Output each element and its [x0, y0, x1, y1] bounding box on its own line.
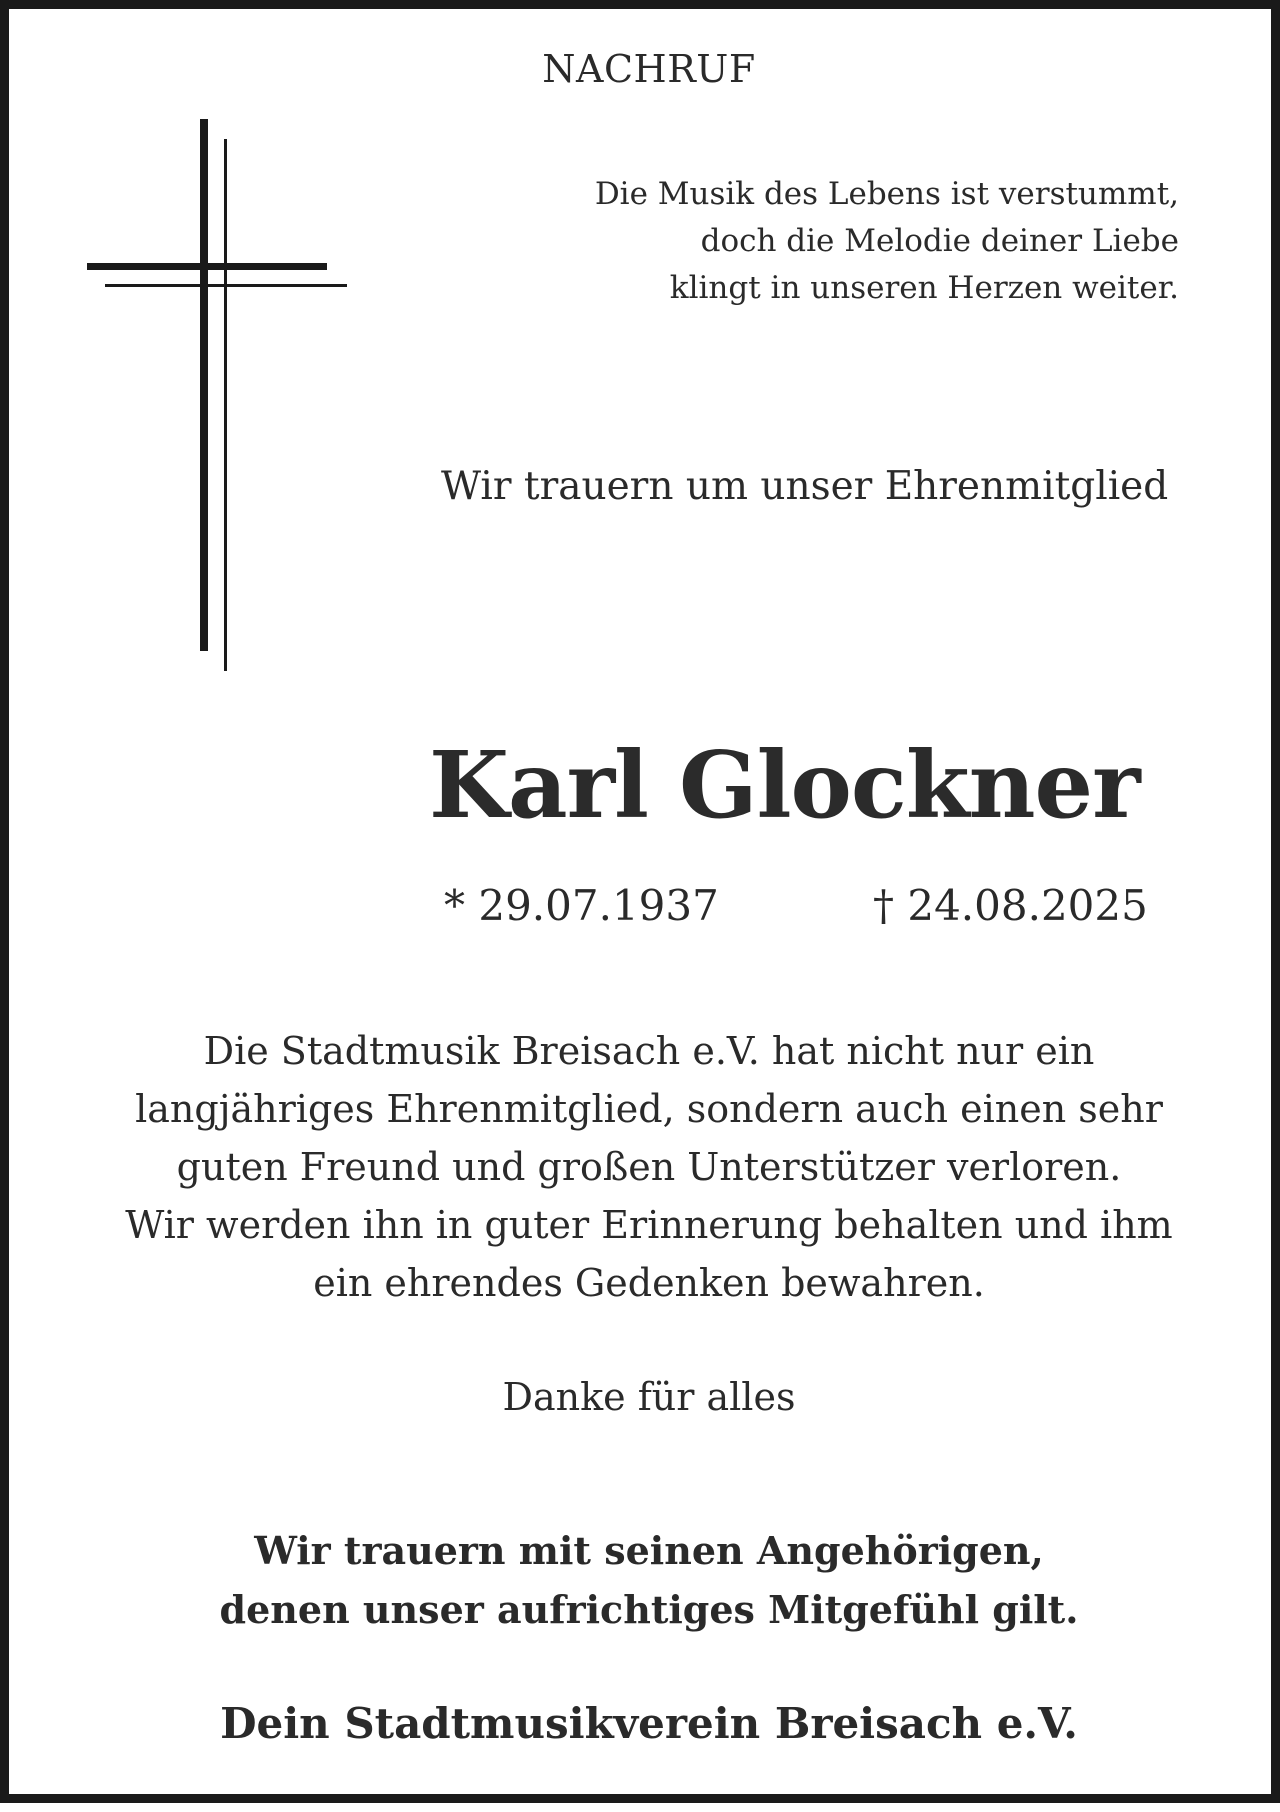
thanks-line: Danke für alles	[502, 1375, 796, 1419]
signature: Dein Stadtmusikverein Breisach e.V.	[220, 1699, 1078, 1748]
tribute-line: guten Freund und großen Unterstützer verloren.	[176, 1145, 1122, 1189]
memorial-quote	[595, 171, 1179, 312]
condolence-line: Wir trauern mit seinen Angehörigen,	[254, 1528, 1044, 1573]
quote-line: Die Musik des Lebens ist verstummt,	[594, 176, 1179, 212]
condolence-line: denen unser aufrichtiges Mitgefühl gilt.	[219, 1587, 1079, 1632]
quote-line: doch die Melodie deiner Liebe	[700, 223, 1179, 259]
birth-date: * 29.07.1937	[444, 881, 719, 930]
tribute-line: langjähriges Ehrenmitglied, sondern auch einen sehr	[135, 1087, 1163, 1131]
quote-line: klingt in unseren Herzen weiter.	[669, 270, 1179, 306]
death-date: † 24.08.2025	[873, 881, 1148, 930]
tribute-line: Wir werden ihn in guter Erinnerung behalten und ihm	[125, 1203, 1173, 1247]
tribute-line: Die Stadtmusik Breisach e.V. hat nicht nur ein	[203, 1029, 1095, 1073]
intro-line: Wir trauern um unser Ehrenmitglied	[441, 464, 1169, 509]
notice-heading: NACHRUF	[542, 47, 756, 91]
tribute-line: ein ehrendes Gedenken bewahren.	[313, 1261, 985, 1305]
condolence-text	[9, 1521, 1280, 1639]
deceased-name: Karl Glockner	[429, 731, 1140, 839]
tribute-text	[9, 1022, 1280, 1312]
